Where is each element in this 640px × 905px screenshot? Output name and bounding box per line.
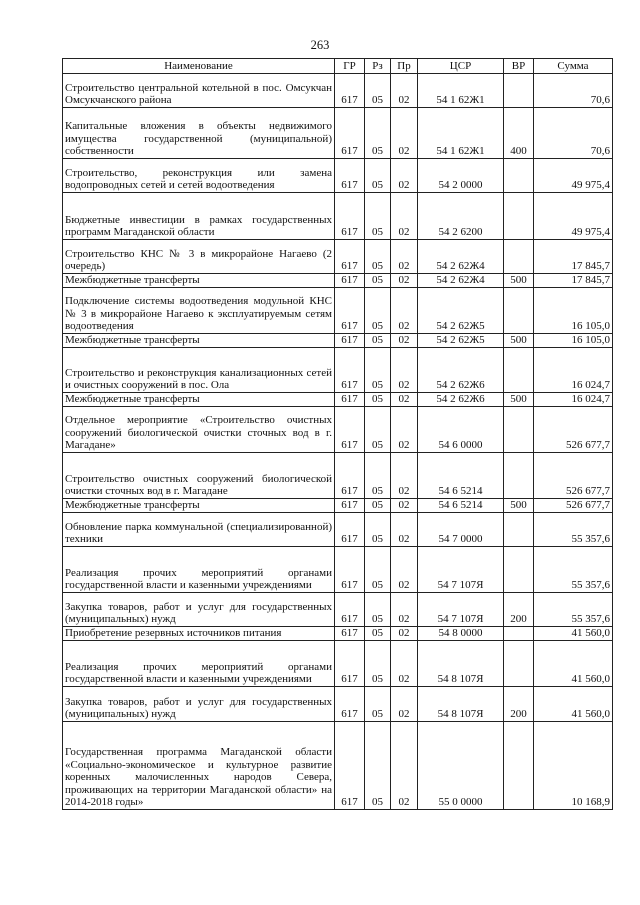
table-row <box>63 499 613 513</box>
row-rz: 05 <box>365 627 391 641</box>
table-row <box>63 274 613 288</box>
row-csr: 54 7 107Я <box>418 593 504 627</box>
row-name: Строительство центральной котельной в пос. Омсукчан Омсукчанского района <box>63 74 335 108</box>
row-vr: 500 <box>504 334 534 348</box>
table-row <box>63 407 613 453</box>
row-gr: 617 <box>335 593 365 627</box>
row-gr: 617 <box>335 74 365 108</box>
row-rz: 05 <box>365 159 391 193</box>
row-pr: 02 <box>391 393 418 407</box>
row-gr: 617 <box>335 288 365 334</box>
row-gr: 617 <box>335 274 365 288</box>
row-rz: 05 <box>365 593 391 627</box>
row-sum: 16 024,7 <box>534 348 613 393</box>
row-pr: 02 <box>391 288 418 334</box>
row-name: Межбюджетные трансферты <box>63 334 335 348</box>
row-rz: 05 <box>365 348 391 393</box>
row-gr: 617 <box>335 108 365 159</box>
table-row <box>63 513 613 547</box>
row-rz: 05 <box>365 274 391 288</box>
row-rz: 05 <box>365 641 391 687</box>
row-sum: 16 024,7 <box>534 393 613 407</box>
row-sum: 49 975,4 <box>534 193 613 240</box>
row-csr: 54 2 0000 <box>418 159 504 193</box>
row-sum: 17 845,7 <box>534 274 613 288</box>
row-sum: 10 168,9 <box>534 722 613 810</box>
row-rz: 05 <box>365 722 391 810</box>
row-vr <box>504 453 534 499</box>
row-name: Строительство, реконструкция или замена водопроводных сетей и сетей водоотведения <box>63 159 335 193</box>
row-csr: 54 2 62Ж5 <box>418 288 504 334</box>
row-csr: 54 7 0000 <box>418 513 504 547</box>
row-pr: 02 <box>391 547 418 593</box>
row-vr: 500 <box>504 393 534 407</box>
row-vr <box>504 288 534 334</box>
row-csr: 54 6 5214 <box>418 453 504 499</box>
row-pr: 02 <box>391 722 418 810</box>
table-row <box>63 627 613 641</box>
table-row <box>63 240 613 274</box>
row-vr: 500 <box>504 274 534 288</box>
table-header <box>63 59 613 74</box>
row-csr: 54 8 0000 <box>418 627 504 641</box>
row-gr: 617 <box>335 240 365 274</box>
header-row <box>63 59 613 74</box>
row-gr: 617 <box>335 334 365 348</box>
table-row <box>63 393 613 407</box>
row-sum: 41 560,0 <box>534 627 613 641</box>
row-pr: 02 <box>391 334 418 348</box>
row-csr: 54 7 107Я <box>418 547 504 593</box>
row-name: Обновление парка коммунальной (специализированной) техники <box>63 513 335 547</box>
row-csr: 54 1 62Ж1 <box>418 74 504 108</box>
row-name: Межбюджетные трансферты <box>63 499 335 513</box>
row-pr: 02 <box>391 453 418 499</box>
row-rz: 05 <box>365 288 391 334</box>
header-pr: Пр <box>391 59 418 74</box>
row-name: Строительство и реконструкция канализационных сетей и очистных сооружений в пос. Ола <box>63 348 335 393</box>
row-gr: 617 <box>335 193 365 240</box>
page-number: 263 <box>310 38 330 52</box>
row-sum: 70,6 <box>534 74 613 108</box>
row-name: Межбюджетные трансферты <box>63 393 335 407</box>
row-gr: 617 <box>335 348 365 393</box>
row-vr: 200 <box>504 687 534 722</box>
table-row <box>63 547 613 593</box>
row-gr: 617 <box>335 499 365 513</box>
row-name: Реализация прочих мероприятий органами государственной власти и казенными учреждениями <box>63 547 335 593</box>
table-row <box>63 687 613 722</box>
row-vr: 200 <box>504 593 534 627</box>
row-vr <box>504 74 534 108</box>
row-vr <box>504 641 534 687</box>
row-vr <box>504 193 534 240</box>
table-row <box>63 74 613 108</box>
table-row <box>63 108 613 159</box>
row-pr: 02 <box>391 641 418 687</box>
row-csr: 54 8 107Я <box>418 687 504 722</box>
table-row <box>63 453 613 499</box>
row-pr: 02 <box>391 499 418 513</box>
row-vr <box>504 722 534 810</box>
table-row <box>63 593 613 627</box>
table-row <box>63 159 613 193</box>
row-csr: 54 6 5214 <box>418 499 504 513</box>
table-row <box>63 334 613 348</box>
row-name: Подключение системы водоотведения модульной КНС № 3 в микрорайоне Нагаево к эксплуатируемым сетям водоотведения <box>63 288 335 334</box>
row-sum: 16 105,0 <box>534 288 613 334</box>
row-sum: 55 357,6 <box>534 593 613 627</box>
row-gr: 617 <box>335 513 365 547</box>
row-name: Реализация прочих мероприятий органами государственной власти и казенными учреждениями <box>63 641 335 687</box>
header-csr: ЦСР <box>418 59 504 74</box>
row-sum: 526 677,7 <box>534 453 613 499</box>
row-gr: 617 <box>335 547 365 593</box>
row-rz: 05 <box>365 687 391 722</box>
row-gr: 617 <box>335 627 365 641</box>
row-vr <box>504 547 534 593</box>
table-row <box>63 348 613 393</box>
header-name: Наименование <box>63 59 335 74</box>
table-row <box>63 288 613 334</box>
row-csr: 54 2 62Ж6 <box>418 348 504 393</box>
row-gr: 617 <box>335 722 365 810</box>
row-sum: 41 560,0 <box>534 687 613 722</box>
row-pr: 02 <box>391 407 418 453</box>
row-gr: 617 <box>335 641 365 687</box>
row-pr: 02 <box>391 513 418 547</box>
row-vr <box>504 407 534 453</box>
header-gr: ГР <box>335 59 365 74</box>
row-name: Бюджетные инвестиции в рамках государственных программ Магаданской области <box>63 193 335 240</box>
budget-table <box>62 58 613 810</box>
row-pr: 02 <box>391 74 418 108</box>
row-gr: 617 <box>335 407 365 453</box>
row-csr: 54 2 62Ж4 <box>418 274 504 288</box>
row-gr: 617 <box>335 687 365 722</box>
row-name: Приобретение резервных источников питания <box>63 627 335 641</box>
row-sum: 16 105,0 <box>534 334 613 348</box>
table-row <box>63 641 613 687</box>
row-vr <box>504 627 534 641</box>
row-rz: 05 <box>365 547 391 593</box>
row-sum: 49 975,4 <box>534 159 613 193</box>
row-rz: 05 <box>365 193 391 240</box>
row-pr: 02 <box>391 687 418 722</box>
table-row <box>63 193 613 240</box>
row-name: Закупка товаров, работ и услуг для государственных (муниципальных) нужд <box>63 687 335 722</box>
row-pr: 02 <box>391 627 418 641</box>
row-gr: 617 <box>335 159 365 193</box>
row-pr: 02 <box>391 159 418 193</box>
row-vr: 500 <box>504 499 534 513</box>
row-gr: 617 <box>335 393 365 407</box>
row-pr: 02 <box>391 274 418 288</box>
row-sum: 70,6 <box>534 108 613 159</box>
row-vr <box>504 348 534 393</box>
row-sum: 55 357,6 <box>534 513 613 547</box>
row-csr: 54 2 6200 <box>418 193 504 240</box>
row-rz: 05 <box>365 453 391 499</box>
row-rz: 05 <box>365 240 391 274</box>
row-vr <box>504 513 534 547</box>
row-csr: 55 0 0000 <box>418 722 504 810</box>
table-body <box>63 74 613 810</box>
row-gr: 617 <box>335 453 365 499</box>
row-vr <box>504 159 534 193</box>
row-csr: 54 2 62Ж4 <box>418 240 504 274</box>
row-csr: 54 8 107Я <box>418 641 504 687</box>
row-name: Строительство КНС № 3 в микрорайоне Нагаево (2 очередь) <box>63 240 335 274</box>
row-name: Государственная программа Магаданской области «Социально-экономическое и культурное развитие коренных малочисленных народов Севера, проживающих на территории Магаданской области» на 2014-2018 годы» <box>63 722 335 810</box>
row-rz: 05 <box>365 499 391 513</box>
row-pr: 02 <box>391 593 418 627</box>
row-sum: 41 560,0 <box>534 641 613 687</box>
row-sum: 17 845,7 <box>534 240 613 274</box>
row-sum: 526 677,7 <box>534 499 613 513</box>
row-rz: 05 <box>365 108 391 159</box>
row-pr: 02 <box>391 108 418 159</box>
row-rz: 05 <box>365 393 391 407</box>
row-rz: 05 <box>365 334 391 348</box>
row-csr: 54 1 62Ж1 <box>418 108 504 159</box>
row-sum: 526 677,7 <box>534 407 613 453</box>
table-row <box>63 722 613 810</box>
row-name: Строительство очистных сооружений биологической очистки сточных вод в г. Магадане <box>63 453 335 499</box>
header-sum: Сумма <box>534 59 613 74</box>
row-csr: 54 2 62Ж6 <box>418 393 504 407</box>
row-rz: 05 <box>365 74 391 108</box>
row-sum: 55 357,6 <box>534 547 613 593</box>
header-rz: Рз <box>365 59 391 74</box>
row-pr: 02 <box>391 193 418 240</box>
row-pr: 02 <box>391 240 418 274</box>
row-csr: 54 6 0000 <box>418 407 504 453</box>
row-pr: 02 <box>391 348 418 393</box>
row-vr: 400 <box>504 108 534 159</box>
row-name: Закупка товаров, работ и услуг для государственных (муниципальных) нужд <box>63 593 335 627</box>
header-vr: ВР <box>504 59 534 74</box>
row-name: Межбюджетные трансферты <box>63 274 335 288</box>
row-rz: 05 <box>365 513 391 547</box>
row-rz: 05 <box>365 407 391 453</box>
row-name: Отдельное мероприятие «Строительство очистных сооружений биологической очистки сточных вод в г. Магадане» <box>63 407 335 453</box>
row-name: Капитальные вложения в объекты недвижимого имущества государственной (муниципальной) собственности <box>63 108 335 159</box>
row-csr: 54 2 62Ж5 <box>418 334 504 348</box>
row-vr <box>504 240 534 274</box>
